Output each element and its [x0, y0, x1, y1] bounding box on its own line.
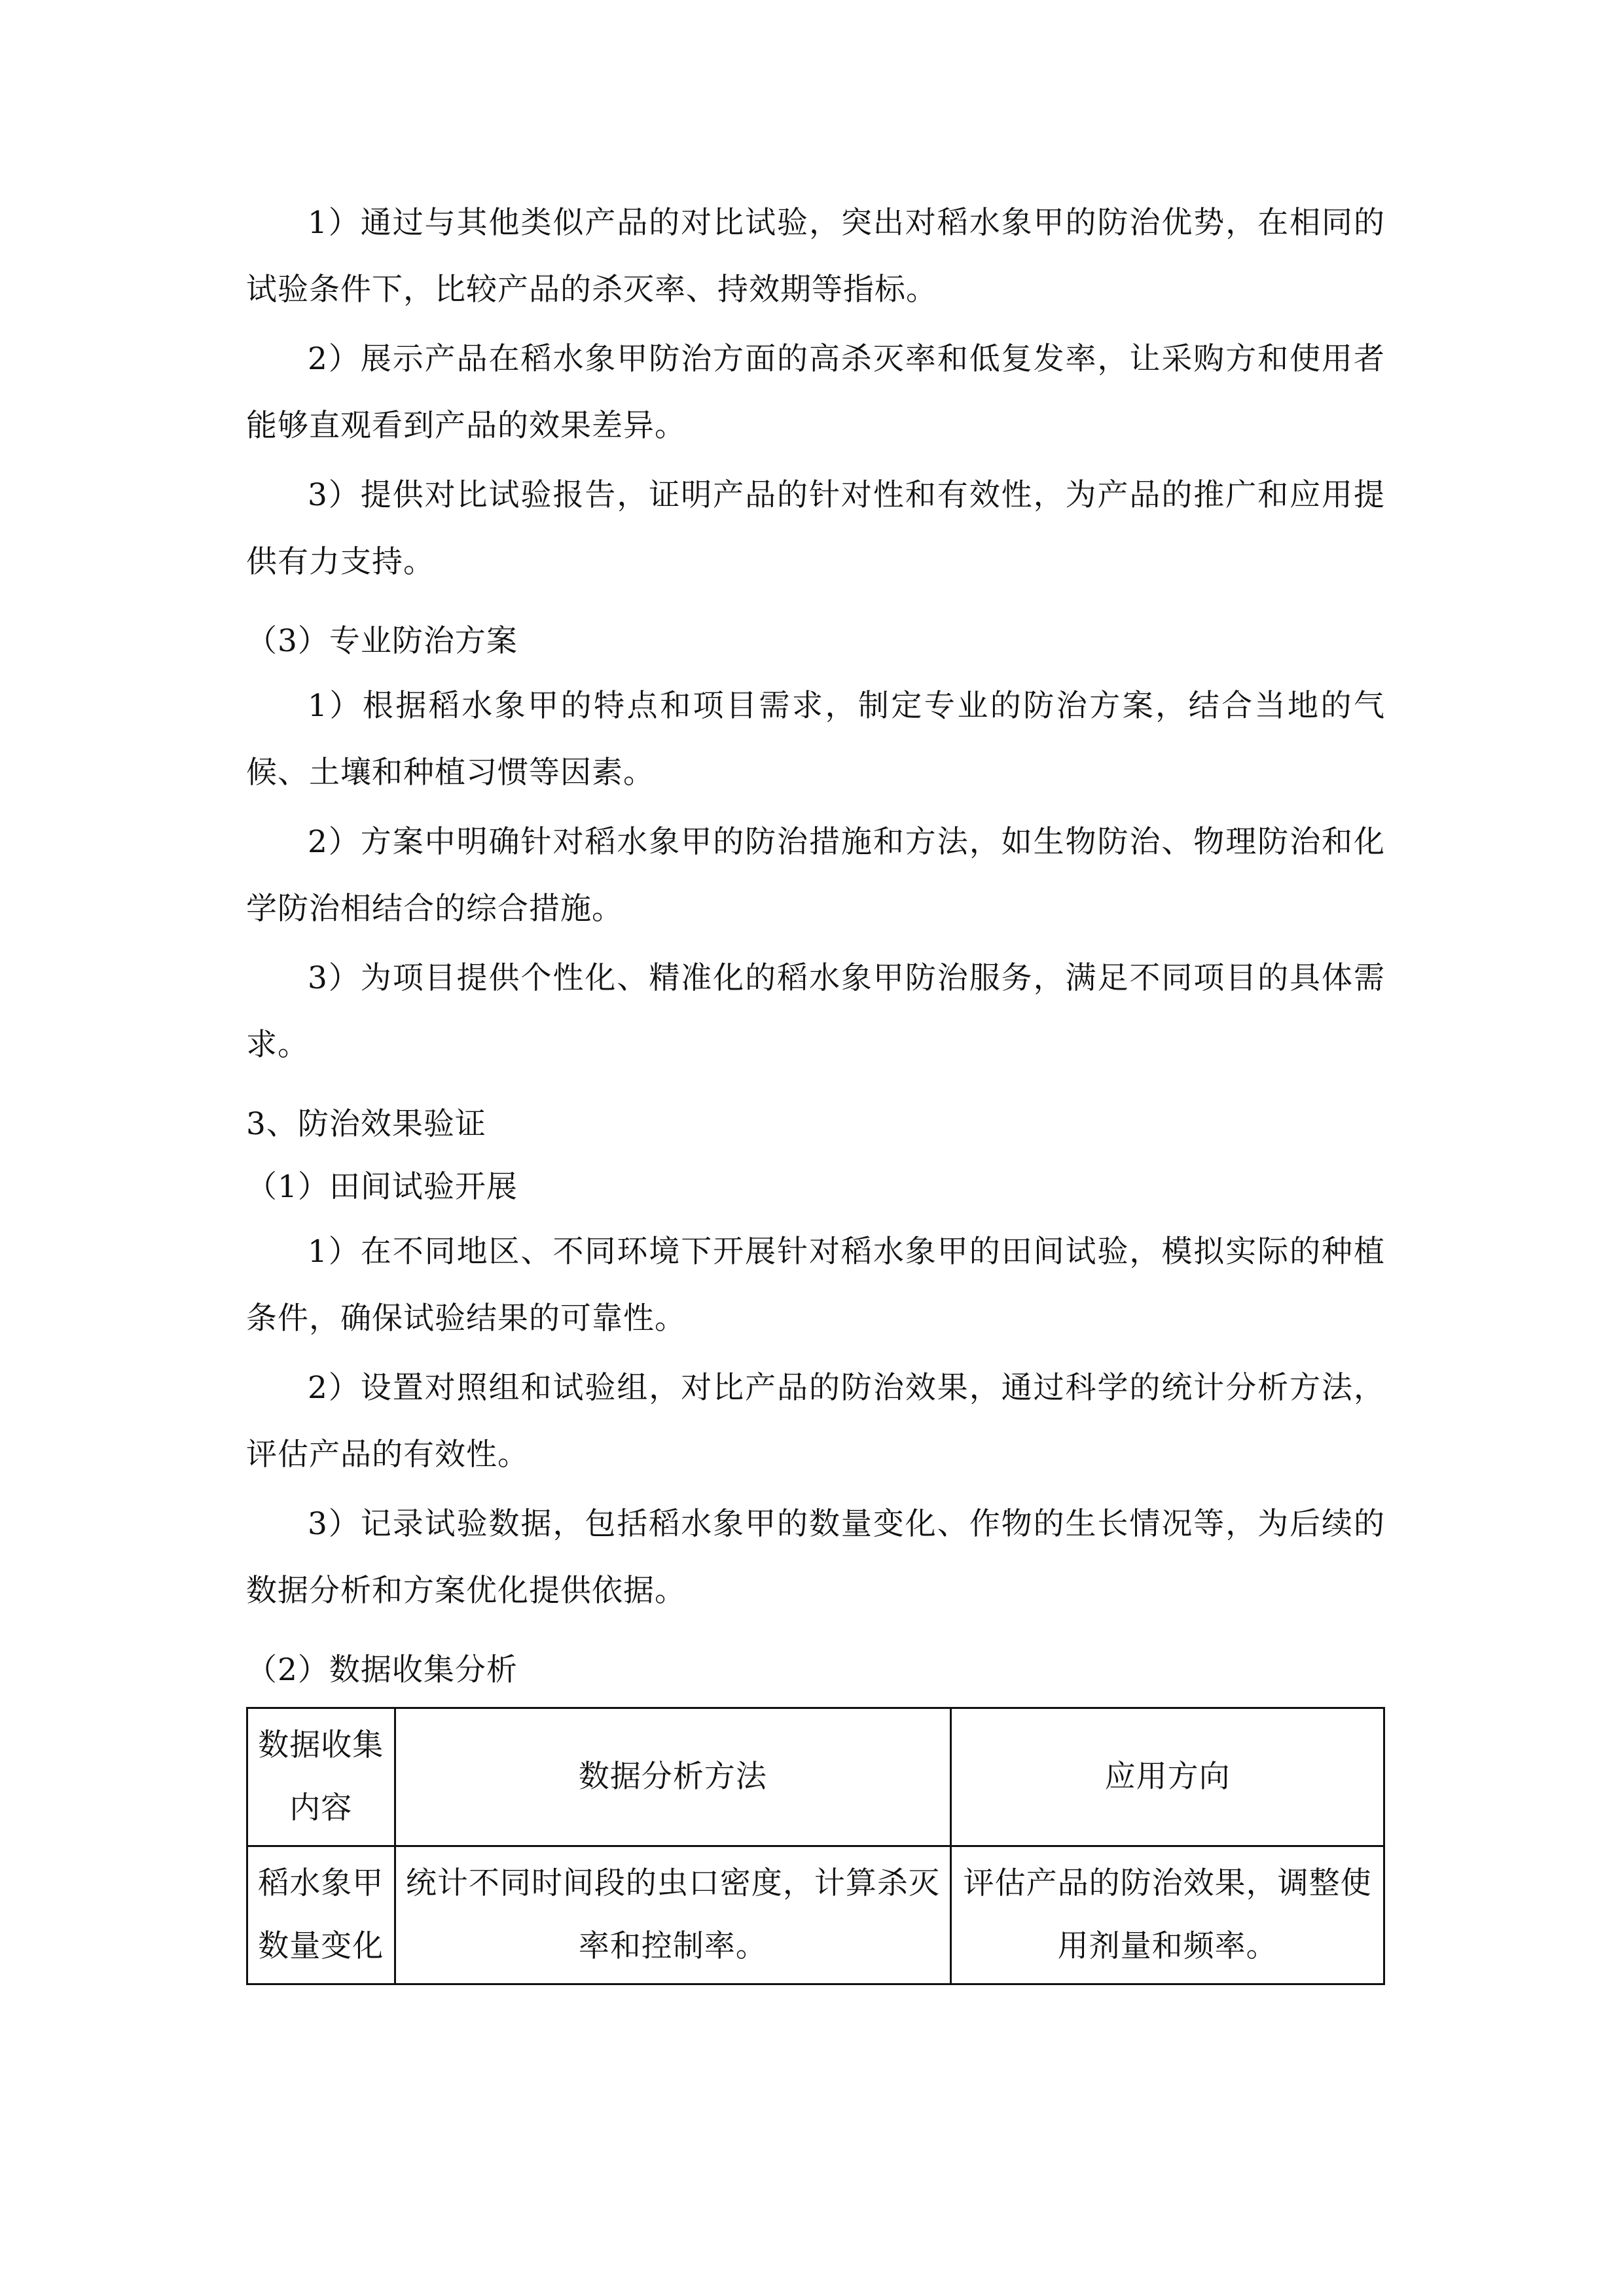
- paragraph: 3）为项目提供个性化、精准化的稻水象甲防治服务，满足不同项目的具体需求。: [246, 960, 1385, 1063]
- table-header-cell: 数据收集内容: [247, 1708, 395, 1846]
- paragraph: 1）在不同地区、不同环境下开展针对稻水象甲的田间试验，模拟实际的种植条件，确保试验结果的可靠性。: [246, 1234, 1385, 1336]
- paragraph: 3）提供对比试验报告，证明产品的针对性和有效性，为产品的推广和应用提供有力支持。: [246, 477, 1385, 580]
- table-row: [247, 1846, 1384, 1984]
- document-page: [246, 190, 1385, 1985]
- section-heading: （3）专业防治方案: [246, 623, 518, 659]
- paragraph: 1）通过与其他类似产品的对比试验，突出对稻水象甲的防治优势，在相同的试验条件下，比较产品的杀灭率、持效期等指标。: [246, 205, 1385, 308]
- chapter-heading: 3、防治效果验证: [246, 1106, 486, 1142]
- table-header-cell: 应用方向: [951, 1708, 1384, 1846]
- paragraph: 2）展示产品在稻水象甲防治方面的高杀灭率和低复发率，让采购方和使用者能够直观看到产品的效果差异。: [246, 341, 1385, 444]
- table-header-cell: 数据分析方法: [395, 1708, 951, 1846]
- paragraph: 1）根据稻水象甲的特点和项目需求，制定专业的防治方案，结合当地的气候、土壤和种植习惯等因素。: [246, 688, 1385, 791]
- paragraph: 3）记录试验数据，包括稻水象甲的数量变化、作物的生长情况等，为后续的数据分析和方案优化提供依据。: [246, 1506, 1385, 1609]
- section-heading: （2）数据收集分析: [246, 1652, 518, 1688]
- paragraph: 2）设置对照组和试验组，对比产品的防治效果，通过科学的统计分析方法，评估产品的有效性。: [246, 1370, 1385, 1473]
- paragraph: 2）方案中明确针对稻水象甲的防治措施和方法，如生物防治、物理防治和化学防治相结合的综合措施。: [246, 824, 1385, 927]
- data-collection-table: [246, 1707, 1385, 1985]
- table-cell: 评估产品的防治效果，调整使用剂量和频率。: [951, 1846, 1384, 1984]
- table-cell: 统计不同时间段的虫口密度，计算杀灭率和控制率。: [395, 1846, 951, 1984]
- table-cell: 稻水象甲数量变化: [247, 1846, 395, 1984]
- table-header-row: [247, 1708, 1384, 1846]
- section-heading: （1）田间试验开展: [246, 1169, 518, 1205]
